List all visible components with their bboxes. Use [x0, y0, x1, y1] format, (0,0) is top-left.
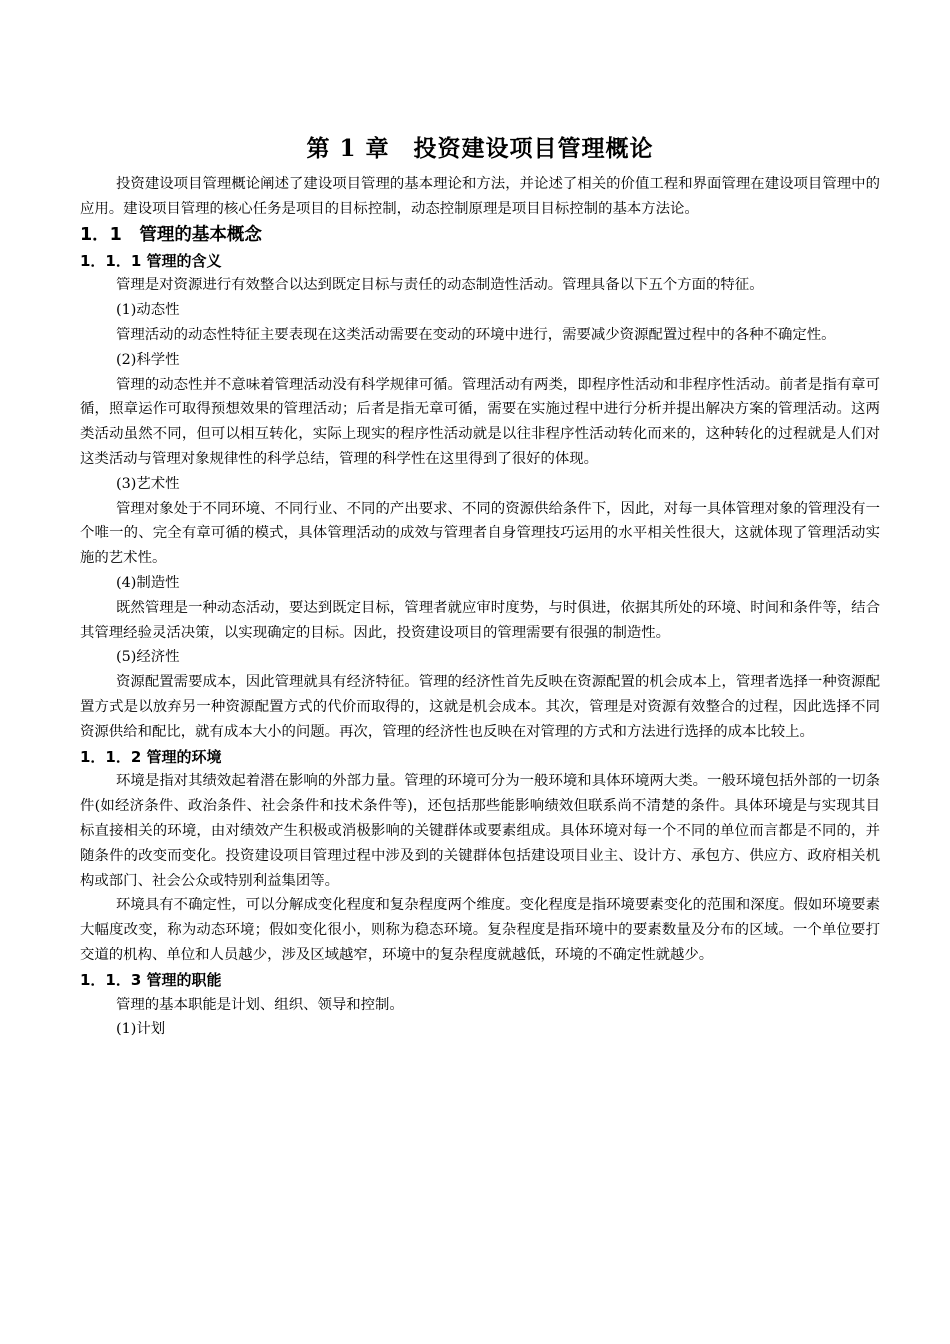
- environment-paragraph-1: 环境是指对其绩效起着潜在影响的外部力量。管理的环境可分为一般环境和具体环境两大类。一般环境包括外部的一切条件(如经济条件、政治条件、社会条件和技术条件等)，还包括那些能影响绩效但联系尚不清楚的条件。具体环境是与实现其目标直接相关的环境，由对绩效产生积极或消极影响的关键群体或要素组成。具体环境对每一个不同的单位而言都是不同的，并随条件的改变而变化。投资建设项目管理过程中涉及到的关键群体包括建设项目业主、设计方、承包方、供应方、政府相关机构或部门、社会公众或特别利益集团等。: [80, 773, 880, 889]
- section-heading-1-1: 1．1 管理的基本概念: [80, 224, 262, 245]
- section-heading-1-1-2: 1．1．2 管理的环境: [80, 747, 222, 766]
- environment-paragraph-2: 环境具有不确定性，可以分解成变化程度和复杂程度两个维度。变化程度是指环境要素变化的范围和深度。假如环境要素大幅度改变，称为动态环境；假如变化很小，则称为稳态环境。复杂程度是指环境中的要素数量及分布的区域。一个单位要打交道的机构、单位和人员越少，涉及区域越窄，环境中的复杂程度就越低，环境的不确定性就越少。: [80, 897, 880, 963]
- item-label-creative: (4)制造性: [116, 574, 180, 591]
- chapter-title: 第 1 章 投资建设项目管理概论: [306, 135, 654, 162]
- functions-intro: 管理的基本职能是计划、组织、领导和控制。: [116, 996, 404, 1013]
- item-label-economic: (5)经济性: [116, 649, 180, 666]
- item-text-creative: 既然管理是一种动态活动，要达到既定目标，管理者就应审时度势，与时俱进，依据其所处的环境、时间和条件等，结合其管理经验灵活决策，以实现确定的目标。因此，投资建设项目的管理需要有很强的制造性。: [80, 599, 880, 641]
- section-intro-1-1-1: 管理是对资源进行有效整合以达到既定目标与责任的动态制造性活动。管理具备以下五个方面的特征。: [116, 277, 764, 294]
- item-text-economic: 资源配置需要成本，因此管理就具有经济特征。管理的经济性首先反映在资源配置的机会成本上，管理者选择一种资源配置方式是以放弃另一种资源配置方式的代价而取得的，这就是机会成本。其次，管理是对资源有效整合的过程，因此选择不同资源供给和配比，就有成本大小的问题。再次，管理的经济性也反映在对管理的方式和方法进行选择的成本比较上。: [80, 674, 880, 740]
- chapter-intro: 投资建设项目管理概论阐述了建设项目管理的基本理论和方法，并论述了相关的价值工程和界面管理在建设项目管理中的应用。建设项目管理的核心任务是项目的目标控制，动态控制原理是项目目标控制的基本方法论。: [80, 176, 880, 217]
- document-page: [80, 132, 880, 1042]
- section-heading-1-1-1: 1．1．1 管理的含义: [80, 251, 222, 270]
- item-text-scientific: 管理的动态性并不意味着管理活动没有科学规律可循。管理活动有两类，即程序性活动和非程序性活动。前者是指有章可循，照章运作可取得预想效果的管理活动；后者是指无章可循，需要在实施过程中进行分析并提出解决方案的管理活动。这两类活动虽然不同，但可以相互转化，实际上现实的程序性活动就是以往非程序性活动转化而来的，这种转化的过程就是人们对这类活动与管理对象规律性的科学总结，管理的科学性在这里得到了很好的体现。: [80, 376, 880, 467]
- section-heading-1-1-3: 1．1．3 管理的职能: [80, 970, 222, 989]
- item-label-artistic: (3)艺术性: [116, 475, 180, 492]
- item-text-artistic: 管理对象处于不同环境、不同行业、不同的产出要求、不同的资源供给条件下，因此，对每一具体管理对象的管理没有一个唯一的、完全有章可循的模式，具体管理活动的成效与管理者自身管理技巧运用的水平相关性很大，这就体现了管理活动实施的艺术性。: [80, 500, 880, 567]
- item-label-dynamic: (1)动态性: [116, 302, 180, 319]
- item-text-dynamic: 管理活动的动态性特征主要表现在这类活动需要在变动的环境中进行，需要减少资源配置过程中的各种不确定性。: [116, 326, 836, 343]
- item-label-planning: (1)计划: [116, 1021, 166, 1038]
- item-label-scientific: (2)科学性: [116, 351, 180, 368]
